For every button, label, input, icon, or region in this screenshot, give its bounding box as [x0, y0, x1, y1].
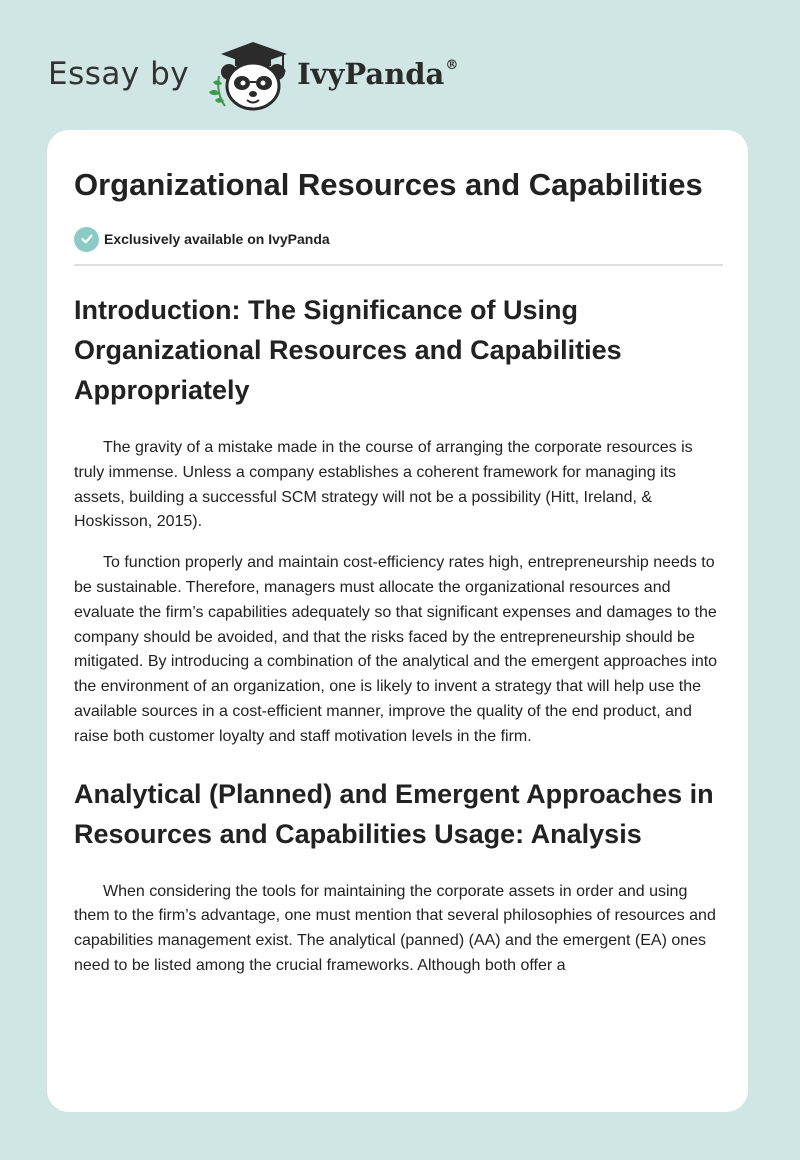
panda-graduate-icon[interactable] — [205, 36, 291, 112]
exclusive-label: Exclusively available on IvyPanda — [104, 231, 330, 247]
registered-mark: ® — [445, 58, 459, 74]
paragraph: To function properly and maintain cost-efficiency rates high, entrepreneurship needs to be sustainable. Therefore, managers must allocate the organizational resources and evaluate the firm’s capabilities adequately so that significant expenses and damages to the company should be avoided, and that the risks faced by the entrepreneurship should be mitigated. By introducing a combination of the analytical and the emergent approaches into the environment of an organization, one is likely to invent a strategy that will help use the available sources in a cost-efficient manner, improve the quality of the end product, and raise both customer loyalty and staff motivation levels in the firm. — [74, 554, 718, 745]
section-heading-introduction: Introduction: The Significance of Using Organizational Resources and Capabilities Appropriately — [74, 295, 622, 405]
paragraph: The gravity of a mistake made in the course of arranging the corporate resources is truly immense. Unless a company establishes a coherent framework for managing its assets, building a successful SCM strategy will not be a possibility (Hitt, Ireland, & Hoskisson, 2015). — [74, 439, 693, 531]
site-header — [48, 36, 458, 112]
essay-by-label: Essay by — [48, 56, 190, 92]
divider — [74, 264, 723, 266]
article-title: Organizational Resources and Capabilities — [74, 167, 703, 202]
article-content — [74, 164, 723, 979]
section-heading-analysis: Analytical (Planned) and Emergent Approaches in Resources and Capabilities Usage: Analysis — [74, 778, 714, 849]
paragraph: When considering the tools for maintaining the corporate assets in order and using them to the firm’s advantage, one must mention that several philosophies of resources and capabilities management exist. The analytical (panned) (AA) and the emergent (EA) ones need to be listed among the crucial frameworks. Although both offer a — [74, 882, 716, 974]
check-icon — [74, 227, 99, 252]
brand-name[interactable] — [297, 57, 458, 91]
exclusive-badge — [74, 226, 723, 252]
article-card — [47, 130, 748, 1112]
brand-name-text: IvyPanda — [297, 57, 445, 91]
